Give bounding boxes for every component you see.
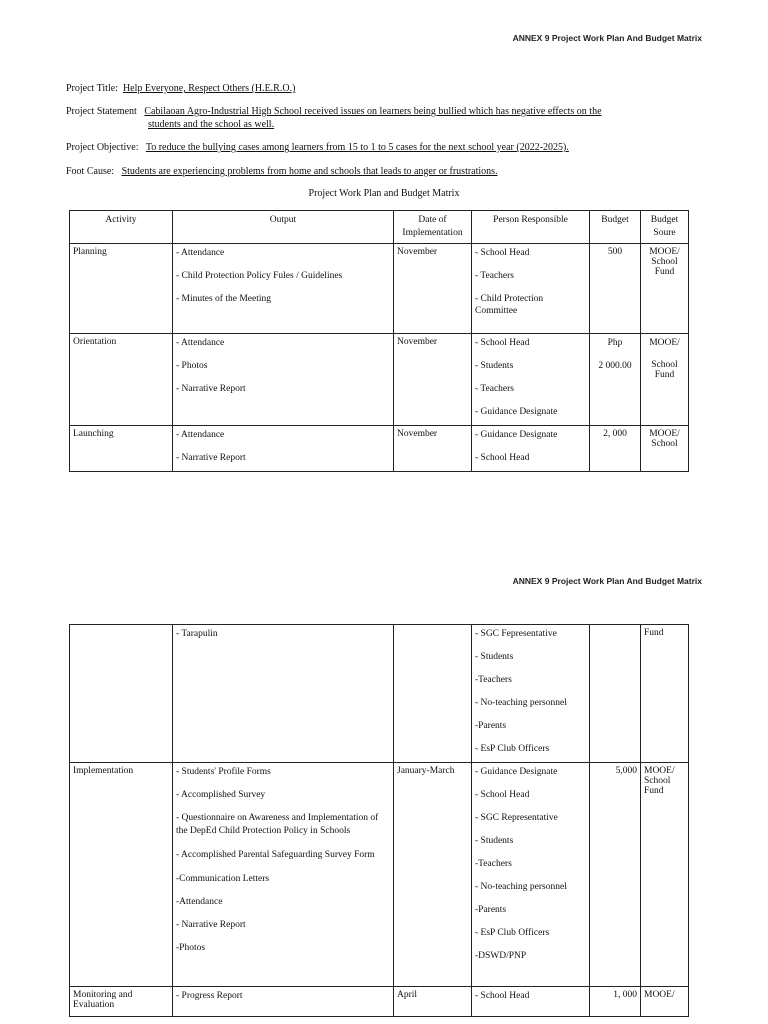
- cell-output: [173, 334, 394, 426]
- cell-date: November: [394, 334, 472, 426]
- cell-source: MOOE/: [641, 987, 689, 1017]
- table-row: [70, 987, 689, 1017]
- person-item: - Guidance Designate: [475, 407, 558, 417]
- cell-date: [394, 625, 472, 763]
- cell-source: MOOE/ School Fund: [641, 244, 689, 334]
- cell-activity: Monitoring and Evaluation: [70, 987, 173, 1017]
- output-item: -Communication Letters: [176, 874, 270, 884]
- cell-person: [472, 625, 590, 763]
- cell-budget: [590, 625, 641, 763]
- output-item: - Narrative Report: [176, 453, 246, 463]
- cell-date: April: [394, 987, 472, 1017]
- cell-output: [173, 987, 394, 1017]
- person-item: - Guidance Designate: [475, 430, 558, 440]
- output-item: - Accomplished Survey: [176, 790, 266, 800]
- cell-person: [472, 987, 590, 1017]
- header-budget: Budget: [590, 211, 641, 244]
- annex-label: ANNEX 9: [512, 576, 550, 586]
- person-item: - EsP Club Officers: [475, 744, 550, 754]
- cell-date: January-March: [394, 763, 472, 987]
- person-item: - EsP Club Officers: [475, 928, 550, 938]
- output-item: - Minutes of the Meeting: [176, 294, 271, 304]
- output-item: - Narrative Report: [176, 384, 246, 394]
- person-item: -Teachers: [475, 859, 512, 869]
- project-objective-label: Project Objective:: [66, 142, 139, 153]
- output-item: - Accomplished Parental Safeguarding Survey Form: [176, 850, 375, 860]
- output-item: - Narrative Report: [176, 920, 246, 930]
- project-statement-line2: students and the school as well.: [148, 119, 275, 130]
- person-item: -DSWD/PNP: [475, 951, 527, 961]
- cell-source: MOOE/ School Fund: [641, 763, 689, 987]
- root-cause-line: [66, 165, 706, 178]
- person-item: - School Head: [475, 248, 530, 258]
- person-item: - School Head: [475, 338, 530, 348]
- header-activity: Activity: [70, 211, 173, 244]
- project-title-line: [66, 82, 706, 95]
- person-item: - Students: [475, 836, 514, 846]
- table-header-row: [70, 211, 689, 244]
- cell-activity: Orientation: [70, 334, 173, 426]
- cell-budget: 2, 000: [590, 426, 641, 472]
- page-header: [513, 33, 702, 43]
- cell-activity: [70, 625, 173, 763]
- cell-activity: Planning: [70, 244, 173, 334]
- person-item: -Parents: [475, 721, 507, 731]
- person-item: - Child Protection Committee: [475, 294, 544, 316]
- source-line: School Fund: [651, 360, 678, 380]
- output-item: - Attendance: [176, 338, 225, 348]
- person-item: - SGC Representative: [475, 813, 558, 823]
- output-item: - Tarapulin: [176, 629, 218, 639]
- output-item: - Students' Profile Forms: [176, 767, 271, 777]
- person-item: - Guidance Designate: [475, 767, 558, 777]
- cell-activity: Implementation: [70, 763, 173, 987]
- person-item: - SGC Fepresentative: [475, 629, 557, 639]
- person-item: - School Head: [475, 790, 530, 800]
- person-item: - Students: [475, 652, 514, 662]
- cell-output: [173, 763, 394, 987]
- annex-title: Project Work Plan And Budget Matrix: [551, 576, 702, 586]
- cell-budget: [590, 334, 641, 426]
- source-line: MOOE/: [649, 338, 680, 348]
- header-source-line2: Soure: [653, 228, 676, 238]
- output-item: -Attendance: [176, 897, 223, 907]
- annex-title: Project Work Plan And Budget Matrix: [551, 33, 702, 43]
- cell-person: [472, 426, 590, 472]
- output-item: -Photos: [176, 943, 206, 953]
- project-objective-line: [66, 141, 706, 154]
- header-date-line2: Implementation: [402, 228, 463, 238]
- work-plan-table: [69, 210, 689, 472]
- cell-activity: Launching: [70, 426, 173, 472]
- person-item: - School Head: [475, 453, 530, 463]
- output-item: - Attendance: [176, 430, 225, 440]
- person-item: -Parents: [475, 905, 507, 915]
- cell-date: November: [394, 426, 472, 472]
- page-header-2: [513, 576, 702, 586]
- cell-source: [641, 334, 689, 426]
- table-row: [70, 426, 689, 472]
- root-cause-label: Foot Cause:: [66, 166, 115, 177]
- table-row: [70, 763, 689, 987]
- cell-output: [173, 244, 394, 334]
- work-plan-table-continued: [69, 624, 689, 1017]
- cell-budget: 500: [590, 244, 641, 334]
- cell-output: [173, 625, 394, 763]
- header-output: Output: [173, 211, 394, 244]
- header-date-line1: Date of: [418, 215, 447, 225]
- project-title-label: Project Title:: [66, 83, 118, 94]
- header-source-line1: Budget: [650, 215, 679, 225]
- cell-person: [472, 763, 590, 987]
- cell-budget: 1, 000: [590, 987, 641, 1017]
- person-item: - Teachers: [475, 384, 514, 394]
- cell-output: [173, 426, 394, 472]
- output-item: - Child Protection Policy Fules / Guidelines: [176, 271, 343, 281]
- cell-budget: 5,000: [590, 763, 641, 987]
- person-item: -Teachers: [475, 675, 512, 685]
- person-item: - School Head: [475, 991, 530, 1001]
- output-item: - Progress Report: [176, 991, 243, 1001]
- cell-person: [472, 244, 590, 334]
- person-item: - No-teaching personnel: [475, 882, 567, 892]
- output-item: - Questionnaire on Awareness and Implementation of the DepEd Child Protection Policy in Schools: [176, 813, 379, 836]
- header-date: [394, 211, 472, 244]
- header-source: [641, 211, 689, 244]
- annex-label: ANNEX 9: [512, 33, 550, 43]
- table-row: [70, 334, 689, 426]
- output-item: - Attendance: [176, 248, 225, 258]
- budget-amount: 2 000.00: [598, 361, 632, 371]
- cell-source: MOOE/ School: [641, 426, 689, 472]
- cell-date: November: [394, 244, 472, 334]
- person-item: - Students: [475, 361, 514, 371]
- header-person: Person Responsible: [472, 211, 590, 244]
- table-caption: Project Work Plan and Budget Matrix: [308, 188, 460, 199]
- person-item: - Teachers: [475, 271, 514, 281]
- project-objective-value: To reduce the bullying cases among learners from 15 to 1 to 5 cases for the next school year (2022-2025).: [145, 142, 569, 153]
- project-title-value: Help Everyone, Respect Others (H.E.R.O.): [122, 83, 296, 94]
- project-statement-label: Project Statement: [66, 106, 137, 117]
- budget-currency: Php: [607, 338, 623, 348]
- cell-source: Fund: [641, 625, 689, 763]
- cell-person: [472, 334, 590, 426]
- project-statement-block: [66, 105, 706, 131]
- root-cause-value: Students are experiencing problems from home and schools that leads to anger or frustrations.: [121, 166, 498, 177]
- table-row: [70, 244, 689, 334]
- table-row: [70, 625, 689, 763]
- project-statement-line1: Cabilaoan Agro-Industrial High School received issues on learners being bullied which has negative effects on the: [144, 106, 602, 117]
- person-item: - No-teaching personnel: [475, 698, 567, 708]
- output-item: - Photos: [176, 361, 208, 371]
